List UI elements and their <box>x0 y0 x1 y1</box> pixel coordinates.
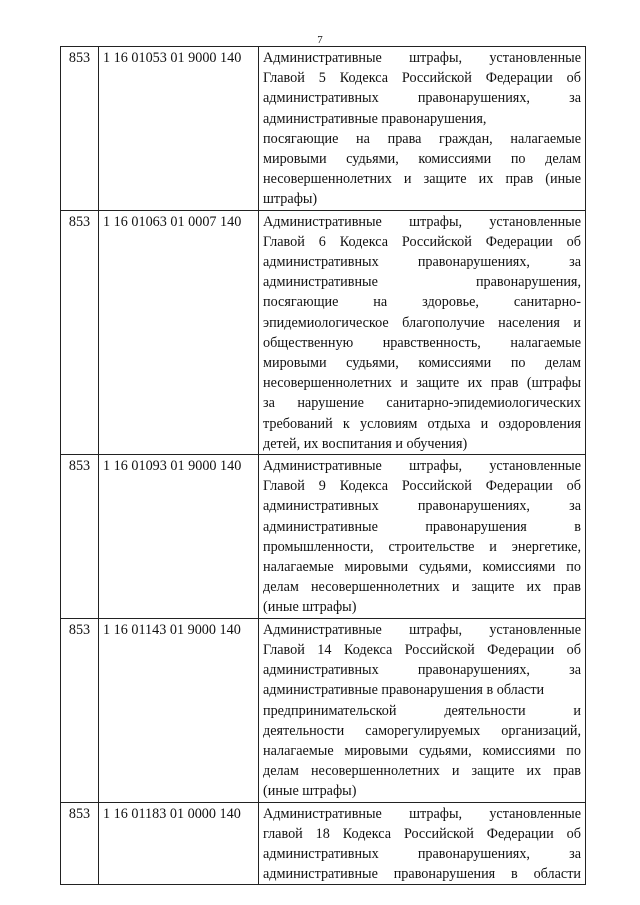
description-line: детей, их воспитания и обучения) <box>263 435 468 452</box>
budget-classification-code: 1 16 01063 01 0007 140 <box>99 210 259 454</box>
table-row <box>61 210 586 454</box>
table-row <box>61 618 586 802</box>
description-line: Административные штрафы, установленные <box>263 458 581 475</box>
description-line: административные правонарушения в <box>263 518 581 535</box>
income-description <box>259 618 586 802</box>
description-line: (иные штрафы) <box>263 783 357 800</box>
income-description <box>259 210 586 454</box>
description-line: (иные штрафы) <box>263 599 357 616</box>
description-line: административные правонарушения, <box>263 110 487 127</box>
description-line: Главой 5 Кодекса Российской Федерации об <box>263 70 581 87</box>
description-line: делам несовершеннолетних и защите их прав <box>263 579 581 596</box>
administrator-code: 853 <box>61 618 99 802</box>
description-line: Главой 6 Кодекса Российской Федерации об <box>263 233 581 250</box>
description-line: Административные штрафы, установленные <box>263 50 581 66</box>
description-line: Главой 9 Кодекса Российской Федерации об <box>263 478 581 495</box>
description-line: эпидемиологическое благополучие населения и <box>263 314 581 331</box>
description-line: административных правонарушениях, за <box>263 254 581 271</box>
description-line: Административные штрафы, установленные <box>263 621 581 638</box>
description-line: делам несовершеннолетних и защите их прав <box>263 763 581 780</box>
description-line: деятельности саморегулируемых организаций, <box>263 722 581 739</box>
description-line: мировыми судьями, комиссиями по делам <box>263 151 581 168</box>
description-line: административных правонарушениях, за <box>263 90 581 107</box>
income-description <box>259 802 586 885</box>
description-line: Административные штрафы, установленные <box>263 213 581 230</box>
description-line: Административные штрафы, установленные <box>263 805 581 822</box>
income-description <box>259 455 586 619</box>
table-body <box>61 47 586 885</box>
budget-classification-code: 1 16 01053 01 9000 140 <box>99 47 259 211</box>
table-row <box>61 47 586 211</box>
description-line: требований к условиям отдыха и оздоровления <box>263 415 581 432</box>
description-line: несовершеннолетних и защите их прав (штрафы <box>263 375 581 392</box>
budget-classification-code: 1 16 01093 01 9000 140 <box>99 455 259 619</box>
description-line: налагаемые мировыми судьями, комиссиями по <box>263 742 581 759</box>
description-line: административных правонарушениях, за <box>263 662 581 679</box>
administrator-code: 853 <box>61 802 99 885</box>
description-line: общественную нравственность, налагаемые <box>263 334 581 351</box>
description-line: предпринимательской деятельности и <box>263 702 581 719</box>
description-line: административные правонарушения в области <box>263 682 545 699</box>
table-row <box>61 802 586 885</box>
administrator-code: 853 <box>61 455 99 619</box>
budget-classification-code: 1 16 01143 01 9000 140 <box>99 618 259 802</box>
description-line: налагаемые мировыми судьями, комиссиями по <box>263 559 581 576</box>
description-line: Главой 14 Кодекса Российской Федерации об <box>263 641 581 658</box>
budget-classification-table <box>60 46 586 885</box>
description-line: несовершеннолетних и защите их прав (иные <box>263 171 581 188</box>
description-line: административных правонарушениях, за <box>263 845 581 862</box>
description-line: промышленности, строительстве и энергетике, <box>263 538 581 555</box>
description-line: административные правонарушения, <box>263 274 581 291</box>
description-line: административных правонарушениях, за <box>263 498 581 515</box>
description-line: административные правонарушения в области <box>263 866 581 883</box>
description-line: посягающие на права граждан, налагаемые <box>263 130 581 147</box>
page-number: 7 <box>317 34 323 46</box>
table-row <box>61 455 586 619</box>
income-description <box>259 47 586 211</box>
description-line: штрафы) <box>263 191 318 208</box>
description-line: главой 18 Кодекса Российской Федерации об <box>263 825 581 842</box>
description-line: мировыми судьями, комиссиями по делам <box>263 355 581 372</box>
budget-classification-code: 1 16 01183 01 0000 140 <box>99 802 259 885</box>
description-line: за нарушение санитарно-эпидемиологических <box>263 395 581 412</box>
description-line: посягающие на здоровье, санитарно- <box>263 294 581 311</box>
administrator-code: 853 <box>61 210 99 454</box>
administrator-code: 853 <box>61 47 99 211</box>
